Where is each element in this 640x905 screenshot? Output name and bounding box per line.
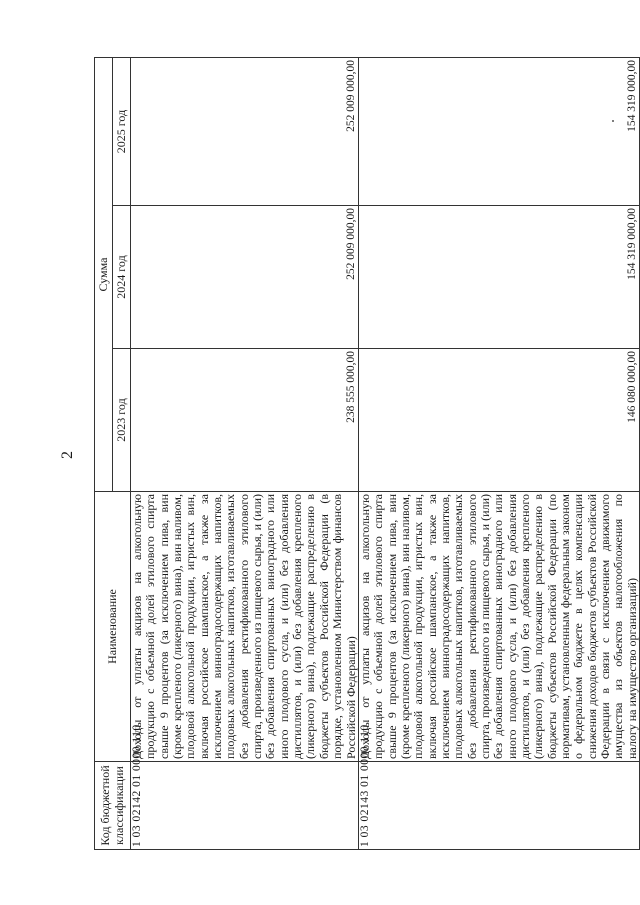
row-value-2025: 252 009 000,00 <box>131 57 359 205</box>
header-year-2025: 2025 год <box>113 57 131 205</box>
row-value-2023: 146 080 000,00 <box>358 349 639 492</box>
row-code: 1 03 02143 01 0000 110 <box>358 762 639 850</box>
header-year-2024: 2024 год <box>113 206 131 349</box>
header-name: Наименование <box>95 492 131 762</box>
header-sum: Сумма <box>95 57 113 491</box>
header-year-2023: 2023 год <box>113 349 131 492</box>
row-name: Доходы от уплаты акцизов на алкогольную продукцию с объемной долей этилового спирта свыше 9 процентов (за исключением пива, вин (кроме крепленого (ликерного) вина), вин наливом, плодовой алкогольной продукции, игристых вин, включая российское шампанское, а также за исключением винноградосодержащих напитков, плодовых алкогольных напитков, изготавливаемых без добавления ректификованного этилового спирта, произведенного из пищевого сырья, и (или) без добавления спиртованных виноградного или иного плодового сусла, и (или) без добавления дистиллятов, и (или) без добавления крепленого (ликерного) вина), подлежащие распределению в бюджеты субъектов Российской Федерации (по нормативам, установленным федеральным законом о федеральном бюджете в целях компенсации снижения доходов бюджетов субъектов Российской Федерации в связи с исключением движимого имущества из объектов налогообложения по налогу на имущество организаций) <box>358 492 639 762</box>
header-code: Код бюджетной классификации <box>95 762 131 850</box>
table-row <box>358 57 639 849</box>
row-value-2025: 154 319 000,00 <box>358 57 639 205</box>
row-name: Доходы от уплаты акцизов на алкогольную продукцию с объемной долей этилового спирта свыше 9 процентов (за исключением пива, вин (кроме крепленого (ликерного) вина), вин наливом, плодовой алкогольной продукции, игристых вин, включая российское шампанское, а также за исключением винноградосодержащих напитков, плодовых алкогольных напитков, изготавливаемых без добавления ректификованного этилового спирта, произведенного из пищевого сырья, и (или) без добавления спиртованных виноградного или иного плодового сусла, и (или) без добавления дистиллятов, и (или) без добавления крепленого (ликерного) вина), подлежащие распределению в бюджеты субъектов Российской Федерации (в порядке, установленном Министерством финансов Российской Федерации) <box>131 492 359 762</box>
row-value-2023: 238 555 000,00 <box>131 349 359 492</box>
revenue-table <box>94 57 640 850</box>
table-row <box>131 57 359 849</box>
row-value-2024: 252 009 000,00 <box>131 206 359 349</box>
rotated-page-content <box>94 58 639 850</box>
page-number: 2 <box>59 451 76 459</box>
row-code: 1 03 02142 01 0000 110 <box>131 762 359 850</box>
row-value-2024: 154 319 000,00 <box>358 206 639 349</box>
